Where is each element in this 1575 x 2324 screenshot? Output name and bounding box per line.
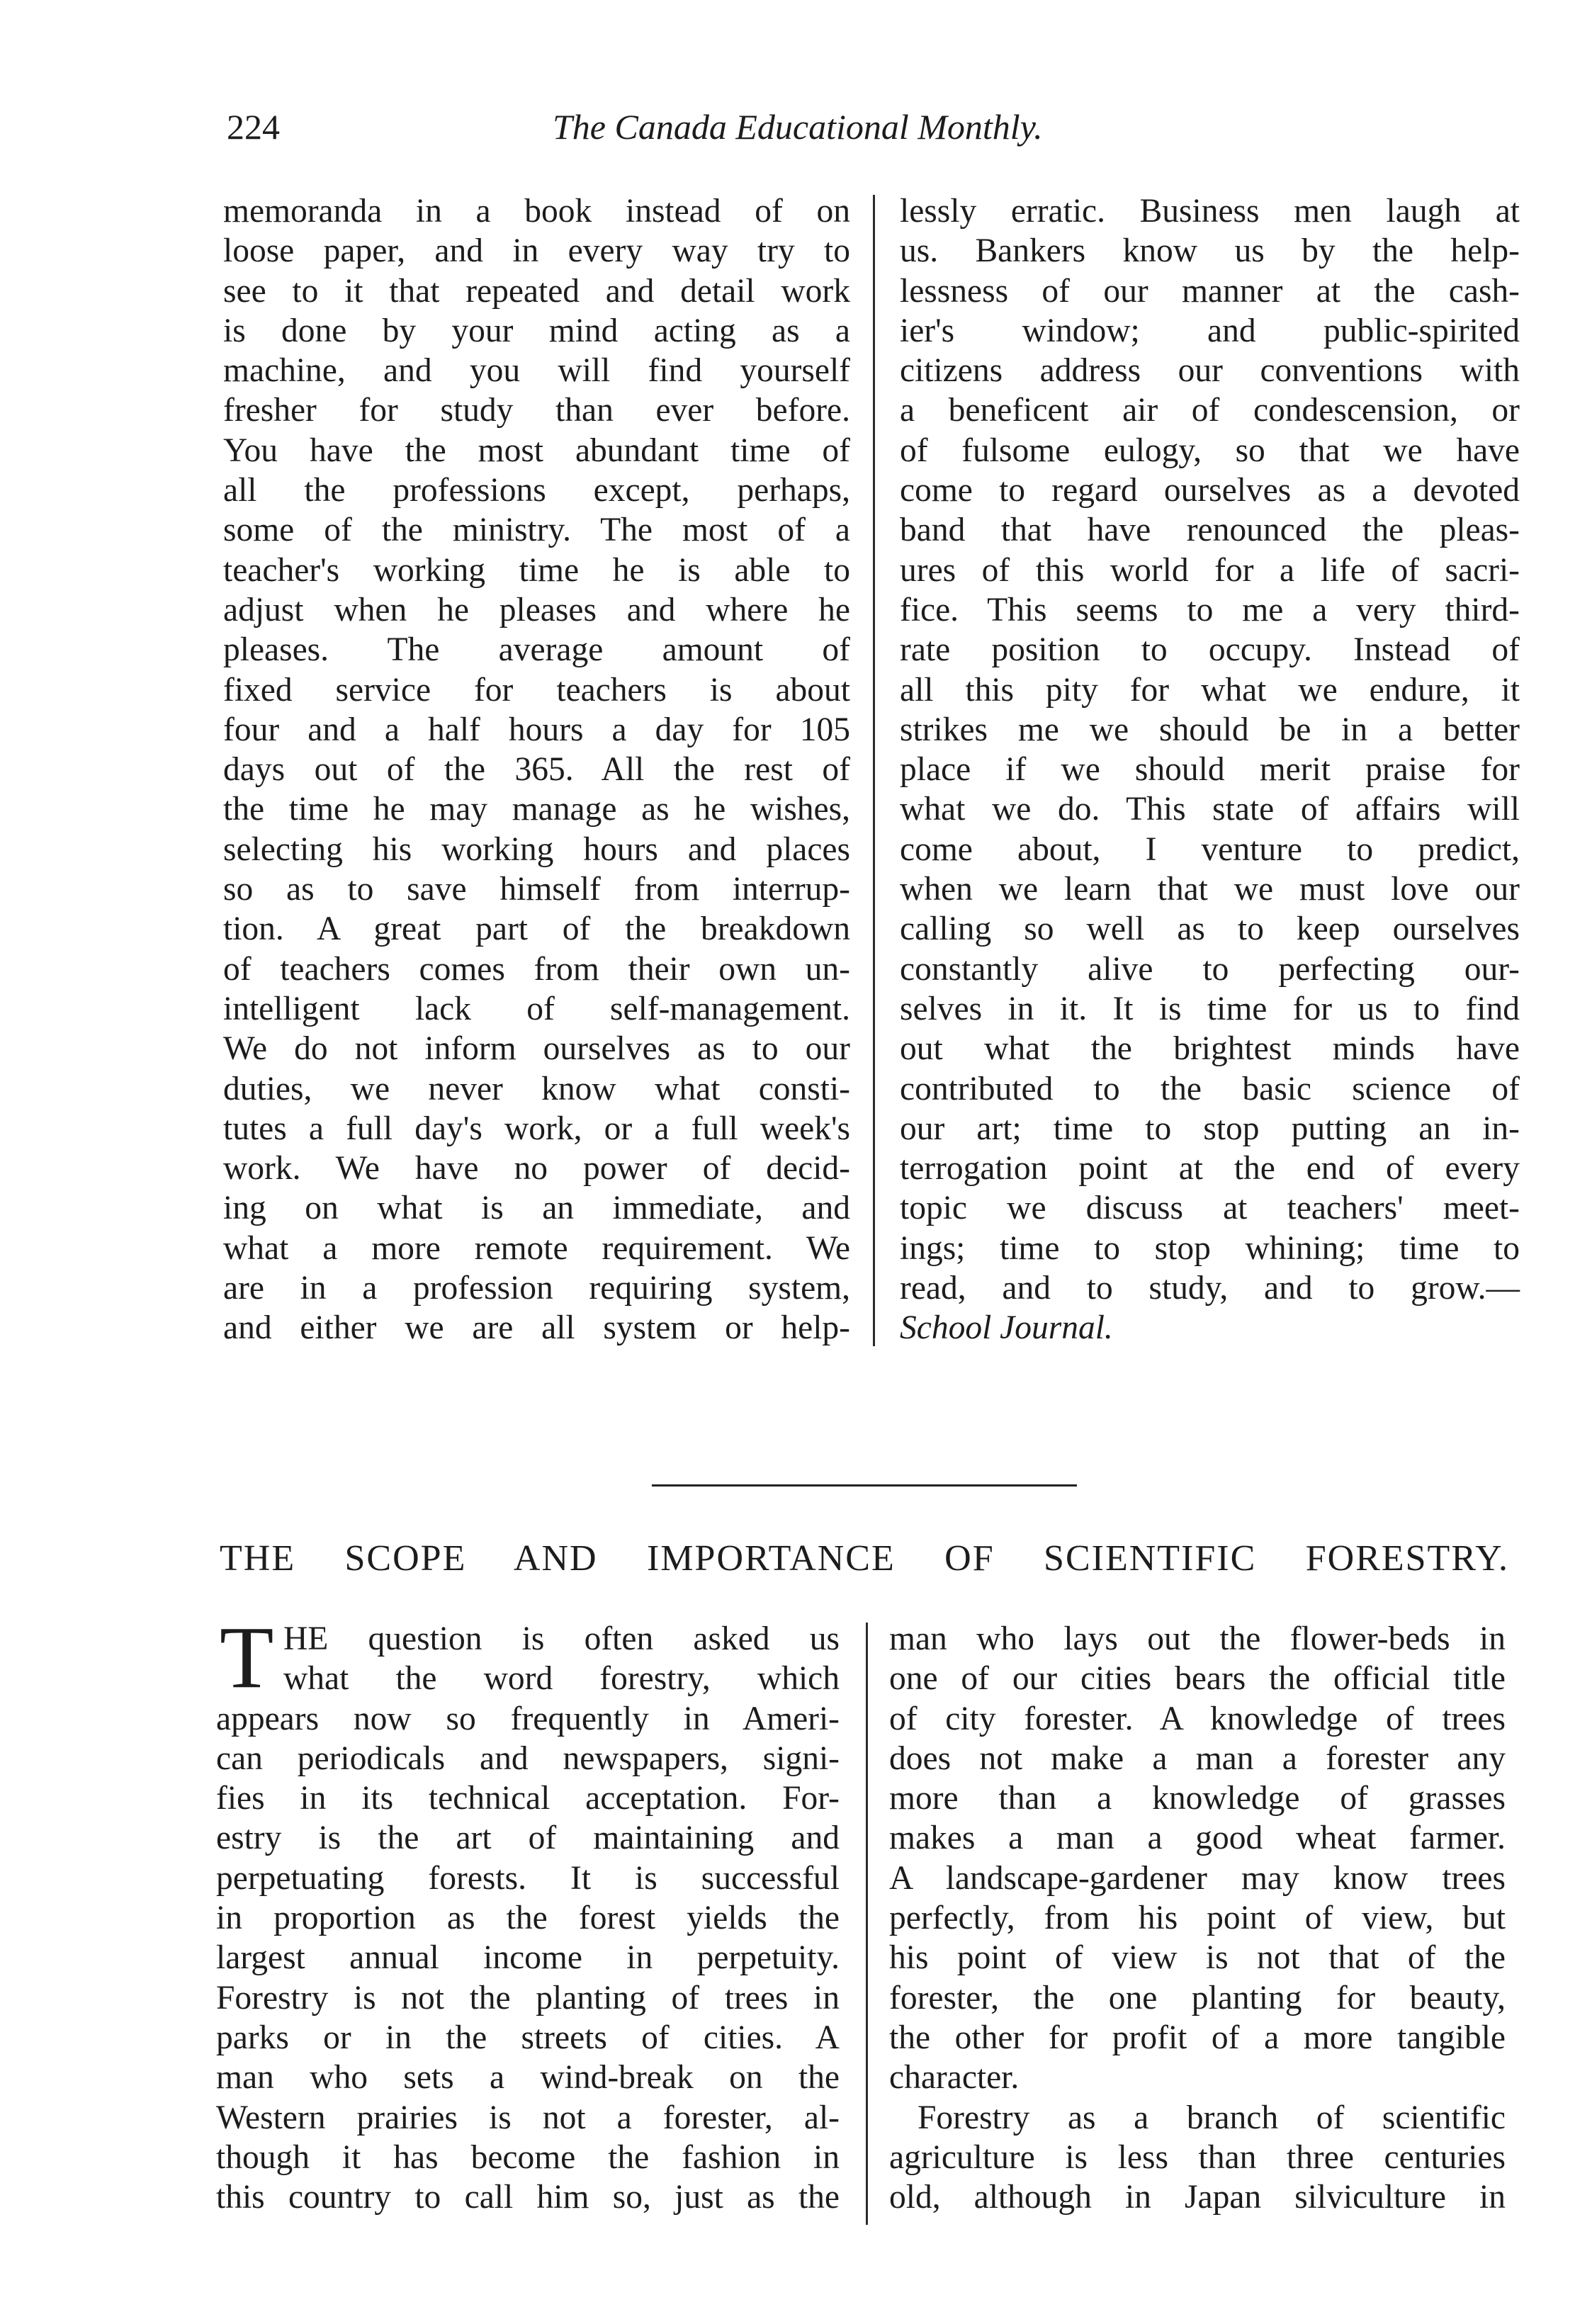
text-line: tion. A great part of the breakdown (223, 910, 850, 948)
text-line: perfectly, from his point of view, but (889, 1900, 1506, 1937)
article-separator-rule (652, 1484, 1077, 1487)
text-line: intelligent lack of self-management. (223, 990, 850, 1027)
text-line: of fulsome eulogy, so that we have (900, 431, 1520, 469)
text-line: Forestry as a branch of scientific (918, 2099, 1506, 2136)
text-line: makes a man a good wheat farmer. (889, 1820, 1506, 1857)
text-line: terrogation point at the end of every (900, 1150, 1520, 1188)
text-line: days out of the 365. All the rest of (223, 751, 850, 789)
page-number: 224 (227, 107, 280, 147)
text-line: perpetuating forests. It is successful (216, 1859, 840, 1897)
text-line: ings; time to stop whining; time to (900, 1229, 1520, 1267)
text-line: fies in its technical acceptation. For- (216, 1780, 840, 1817)
text-line: the time he may manage as he wishes, (223, 791, 850, 828)
text-line: topic we discuss at teachers' meet- (900, 1190, 1520, 1227)
text-line: selves in it. It is time for us to find (900, 990, 1520, 1027)
text-line: citizens address our conventions with (900, 352, 1520, 390)
text-line: You have the most abundant time of (223, 431, 850, 469)
text-line: machine, and you will find yourself (223, 352, 850, 390)
text-line: HE question is often asked us (283, 1620, 840, 1657)
text-line: Forestry is not the planting of trees in (216, 1979, 840, 2016)
text-line: rate position to occupy. Instead of (900, 631, 1520, 669)
column-divider-top (873, 195, 875, 1346)
text-line: this country to call him so, just as the (216, 2179, 840, 2216)
text-line: a beneficent air of condescension, or (900, 392, 1520, 429)
text-line: loose paper, and in every way try to (223, 232, 850, 270)
text-line: fresher for study than ever before. (223, 392, 850, 429)
text-line: lessness of our manner at the cash- (900, 272, 1520, 310)
text-line: constantly alive to perfecting our- (900, 950, 1520, 988)
text-line: ier's window; and public-spirited (900, 312, 1520, 349)
text-line: our art; time to stop putting an in- (900, 1110, 1520, 1147)
text-line: strikes me we should be in a better (900, 711, 1520, 748)
article-title: THE SCOPE AND IMPORTANCE OF SCIENTIFIC FORESTRY. (220, 1538, 1509, 1579)
text-line: work. We have no power of decid- (223, 1150, 850, 1188)
top-left-column (223, 191, 850, 1348)
text-line: are in a profession requiring system, (223, 1270, 850, 1307)
bottom-left-column (216, 1619, 840, 2217)
text-line: more than a knowledge of grasses (889, 1780, 1506, 1817)
text-line: can periodicals and newspapers, signi- (216, 1739, 840, 1777)
text-line: forester, the one planting for beauty, (889, 1979, 1506, 2016)
text-line: appears now so frequently in Ameri- (216, 1700, 840, 1737)
text-line: read, and to study, and to grow.— (900, 1270, 1520, 1307)
source-signature: School Journal. (900, 1309, 1113, 1347)
bottom-right-column (889, 1619, 1506, 2217)
text-line: ing on what is an immediate, and (223, 1190, 850, 1227)
text-line: selecting his working hours and places (223, 830, 850, 868)
text-line: fixed service for teachers is about (223, 671, 850, 709)
text-line: teacher's working time he is able to (223, 551, 850, 589)
text-line: come about, I venture to predict, (900, 830, 1520, 868)
text-line: duties, we never know what consti- (223, 1070, 850, 1107)
text-line: when we learn that we must love our (900, 871, 1520, 908)
text-line: adjust when he pleases and where he (223, 591, 850, 628)
text-line: what we do. This state of affairs will (900, 791, 1520, 828)
text-line: man who lays out the flower-beds in (889, 1620, 1506, 1657)
text-line: see to it that repeated and detail work (223, 272, 850, 310)
top-right-column (900, 191, 1520, 1348)
text-line: calling so well as to keep ourselves (900, 910, 1520, 948)
page-header (227, 106, 1247, 156)
text-line: four and a half hours a day for 105 (223, 711, 850, 748)
text-line: his point of view is not that of the (889, 1939, 1506, 1977)
text-line: come to regard ourselves as a devoted (900, 472, 1520, 509)
text-line: in proportion as the forest yields the (216, 1900, 840, 1937)
text-line: though it has become the fashion in (216, 2138, 840, 2176)
text-line: We do not inform ourselves as to our (223, 1030, 850, 1068)
text-line: A landscape-gardener may know trees (889, 1859, 1506, 1897)
text-line: man who sets a wind-break on the (216, 2059, 840, 2097)
text-line: band that have renounced the pleas- (900, 512, 1520, 549)
text-line: what a more remote requirement. We (223, 1229, 850, 1267)
text-line: is done by your mind acting as a (223, 312, 850, 349)
text-line: so as to save himself from interrup- (223, 871, 850, 908)
column-divider-bottom (866, 1623, 868, 2225)
text-line: of teachers comes from their own un- (223, 950, 850, 988)
text-line: what the word forestry, which (283, 1660, 840, 1698)
text-line: one of our cities bears the official title (889, 1660, 1506, 1698)
text-line: us. Bankers know us by the help- (900, 232, 1520, 270)
text-line: all the professions except, perhaps, (223, 472, 850, 509)
text-line: agriculture is less than three centuries (889, 2138, 1506, 2176)
text-line: old, although in Japan silviculture in (889, 2179, 1506, 2216)
drop-cap: T (220, 1609, 274, 1707)
text-line: memoranda in a book instead of on (223, 193, 850, 230)
text-line: fice. This seems to me a very third- (900, 591, 1520, 628)
text-line: the other for profit of a more tangible (889, 2019, 1506, 2056)
text-line: pleases. The average amount of (223, 631, 850, 669)
text-line: parks or in the streets of cities. A (216, 2019, 840, 2056)
text-line: tutes a full day's work, or a full week's (223, 1110, 850, 1147)
text-line: Western prairies is not a forester, al- (216, 2099, 840, 2136)
text-line: ures of this world for a life of sacri- (900, 551, 1520, 589)
text-line: some of the ministry. The most of a (223, 512, 850, 549)
text-line: character. (889, 2059, 1020, 2097)
text-line: and either we are all system or help- (223, 1309, 850, 1347)
text-line: largest annual income in perpetuity. (216, 1939, 840, 1977)
text-line: contributed to the basic science of (900, 1070, 1520, 1107)
running-title: The Canada Educational Monthly. (553, 107, 1043, 147)
text-line: of city forester. A knowledge of trees (889, 1700, 1506, 1737)
text-line: out what the brightest minds have (900, 1030, 1520, 1068)
text-line: all this pity for what we endure, it (900, 671, 1520, 709)
text-line: estry is the art of maintaining and (216, 1820, 840, 1857)
text-line: lessly erratic. Business men laugh at (900, 193, 1520, 230)
text-line: place if we should merit praise for (900, 751, 1520, 789)
text-line: does not make a man a forester any (889, 1739, 1506, 1777)
